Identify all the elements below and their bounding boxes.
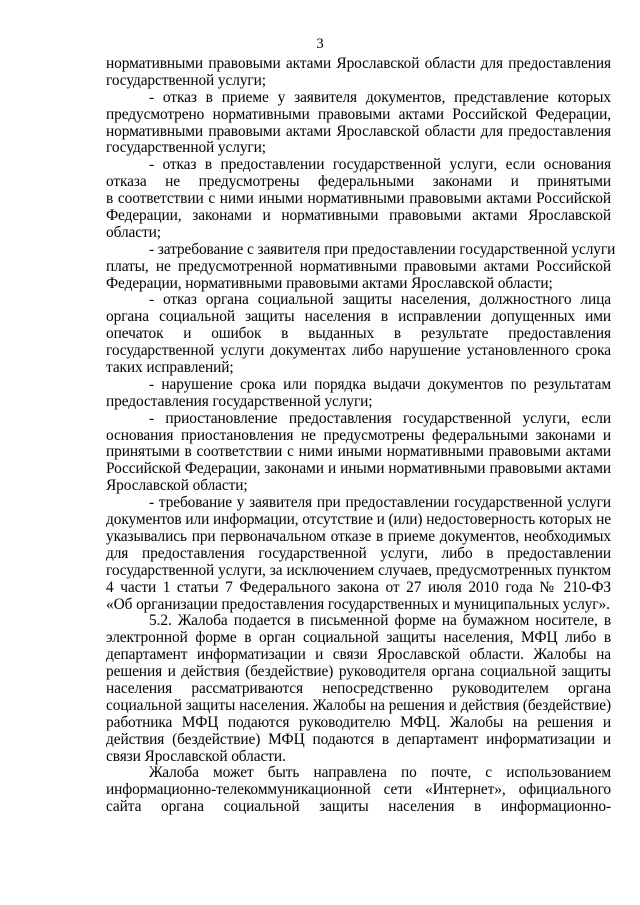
text-line: для предоставления государственной услуги, либо в предоставлении [106,544,611,562]
text-line: «Об организации предоставления государственных и муниципальных услуг». [106,595,610,613]
text-line: основания приостановления не предусмотрены федеральными законами и [106,426,611,444]
text-line: принятыми в соответствии с ними иными нормативными правовыми актами [106,443,611,461]
text-line: документов или информации, отсутствие и (или) недостоверность которых не [106,511,611,529]
text-line: государственной услуги документах либо нарушение установленного срока [106,342,611,360]
text-line: предусмотрено нормативными правовыми актами Российской Федерации, [106,105,611,123]
text-line: - отказ в предоставлении государственной услуги, если основания [149,156,611,174]
text-line: департамент информатизации и связи Ярославской области. Жалобы на [106,646,611,664]
text-line: нормативными правовыми актами Ярославской области для предоставления [106,122,611,140]
page-number: 3 [316,36,324,52]
text-line: решения и действия (бездействие) руководителя органа социальной защиты [106,663,611,681]
text-line: таких исправлений; [106,359,234,377]
text-line: электронной форме в орган социальной защиты населения, МФЦ либо в [106,629,611,647]
text-line: Жалоба может быть направлена по почте, с использованием [149,764,611,782]
text-line: 4 части 1 статьи 7 Федерального закона от 27 июля 2010 года № 210-ФЗ [106,578,611,596]
text-line: 5.2. Жалоба подается в письменной форме на бумажном носителе, в [149,612,611,630]
text-line: Ярославской области; [106,477,248,495]
text-line: - приостановление предоставления государственной услуги, если [149,409,611,427]
text-line: государственной услуги; [106,139,266,157]
text-line: Федерации, законами и нормативными правовыми актами Ярославской [106,207,611,225]
text-line: области; [106,223,161,241]
text-line: указывались при первоначальном отказе в приеме документов, необходимых [106,527,611,545]
text-line: связи Ярославской области. [106,747,286,765]
text-line: информационно-телекоммуникационной сети «Интернет», официального [106,781,611,799]
text-line: государственной услуги, за исключением случаев, предусмотренных пунктом [106,561,611,579]
text-line: Российской Федерации, законами и иными нормативными правовыми актами [106,460,611,478]
text-line: органа социальной защиты населения в исправлении допущенных ими [106,308,611,326]
text-line: действия (бездействие) МФЦ подаются в департамент информатизации и [106,730,611,748]
text-line: населения рассматриваются непосредственно руководителем органа [106,679,611,697]
text-line: государственной услуги; [106,71,266,89]
text-line: нормативными правовыми актами Ярославской области для предоставления [106,55,611,72]
text-line: - нарушение срока или порядка выдачи документов по результатам [149,375,611,393]
text-line: - отказ в приеме у заявителя документов, представление которых [149,88,611,106]
text-line: - отказ органа социальной защиты населения, должностного лица [149,291,611,309]
text-line: - затребование с заявителя при предоставлении государственной услуги [149,240,616,258]
text-line: - требование у заявителя при предоставлении государственной услуги [149,494,611,512]
text-line: предоставления государственной услуги; [106,392,373,410]
text-line: социальной защиты населения. Жалобы на решения и действия (бездействие) [106,696,611,714]
text-line: платы, не предусмотренной нормативными правовыми актами Российской [106,257,611,275]
text-line: Федерации, нормативными правовыми актами Ярославской области; [106,274,553,292]
text-line: в соответствии с ними иными нормативными правовыми актами Российской [106,190,611,208]
text-line: отказа не предусмотрены федеральными законами и принятыми [106,173,611,191]
text-line: работника МФЦ подаются руководителю МФЦ. Жалобы на решения и [106,713,611,731]
text-line: опечаток и ошибок в выданных в результате предоставления [106,325,611,343]
document-body [106,55,616,816]
text-line: сайта органа социальной защиты населения в информационно- [106,798,611,816]
